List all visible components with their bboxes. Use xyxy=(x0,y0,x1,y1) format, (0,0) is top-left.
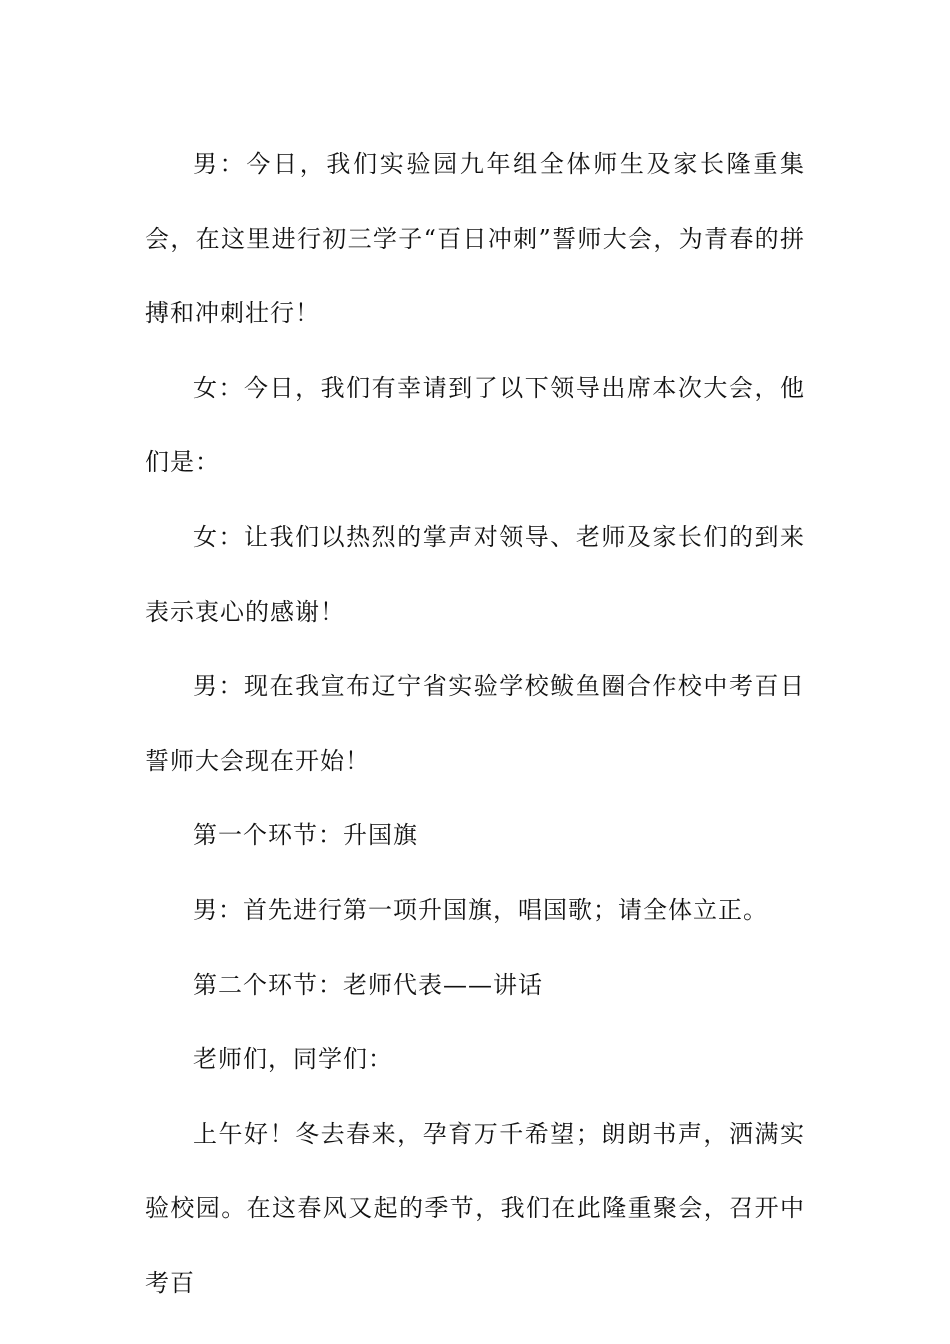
section-heading-2: 第二个环节：老师代表——讲话 xyxy=(193,970,543,999)
paragraph-guests: 女：今日，我们有幸请到了以下领导出席本次大会，他们是： xyxy=(145,373,805,477)
paragraph-announcement: 男：现在我宣布辽宁省实验学校鲅鱼圈合作校中考百日誓师大会现在开始！ xyxy=(145,672,805,775)
document-body xyxy=(145,127,805,1321)
paragraph-flag: 男：首先进行第一项升国旗，唱国歌；请全体立正。 xyxy=(193,895,768,924)
paragraph-salutation: 老师们，同学们： xyxy=(193,1045,393,1074)
paragraph-opening: 男：今日，我们实验园九年组全体师生及家长隆重集会，在这里进行初三学子“百日冲刺”誓师大会，为青春的拼搏和冲刺壮行！ xyxy=(145,150,805,328)
paragraph-speech: 上午好！冬去春来，孕育万千希望；朗朗书声，洒满实验校园。在这春风又起的季节，我们在此隆重聚会，召开中考百 xyxy=(145,1119,805,1297)
paragraph-thanks: 女：让我们以热烈的掌声对领导、老师及家长们的到来表示衷心的感谢！ xyxy=(145,522,805,626)
section-heading-1: 第一个环节：升国旗 xyxy=(193,821,418,850)
